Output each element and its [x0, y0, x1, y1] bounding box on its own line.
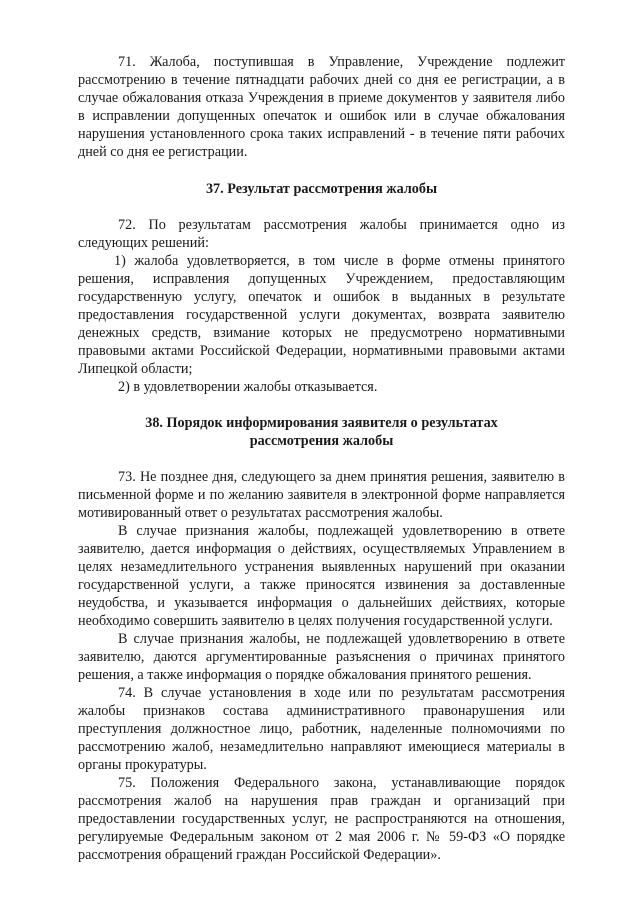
paragraph-73: 73. Не позднее дня, следующего за днем принятия решения, заявителю в письменной форме и по желанию заявителя в электронной форме направляется мотивированный ответ о результатах рассмотрения жалобы. — [78, 469, 565, 521]
paragraph-75: 75. Положения Федерального закона, устанавливающие порядок рассмотрения жалоб на нарушения прав граждан и организаций при предоставлении государственных услуг, не распространяются на отношения, регулируемые Федеральным законом от 2 мая 2006 г. № 59-ФЗ «О порядке рассмотрения обращений граждан Российской Федерации». — [78, 775, 565, 863]
spacer — [78, 161, 565, 180]
paragraph-71: 71. Жалоба, поступившая в Управление, Учреждение подлежит рассмотрению в течение пятнадцати рабочих дней со дня ее регистрации, а в случае обжалования отказа Учреждения в приеме документов у заявителя либо в исправлении допущенных опечаток и ошибок или в случае обжалования нарушения установленного срока таких исправлений - в течение пяти рабочих дней со дня ее регистрации. — [78, 54, 565, 160]
spacer — [78, 198, 565, 216]
spacer — [78, 396, 565, 414]
paragraph-72: 72. По результатам рассмотрения жалобы принимается одно из следующих решений: — [78, 217, 565, 251]
section-heading-38: 38. Порядок информирования заявителя о результатах рассмотрения жалобы — [145, 415, 498, 449]
paragraph-72-item-2: 2) в удовлетворении жалобы отказывается. — [118, 379, 378, 395]
paragraph-73-b: В случае признания жалобы, подлежащей удовлетворению в ответе заявителю, дается информация о действиях, осуществляемых Управлением в целях незамедлительного устранения выявленных нарушений при оказании государственной услуги, а также приносятся извинения за доставленные неудобства, и указывается информация о дальнейших действиях, которые необходимо совершить заявителю в целях получения государственной услуги. — [78, 523, 565, 629]
section-heading-37: 37. Результат рассмотрения жалобы — [205, 181, 438, 197]
paragraph-72-item-1: 1) жалоба удовлетворяется, в том числе в форме отмены принятого решения, исправления допущенных Учреждением, предоставляющим государственную услугу, опечаток и ошибок в выданных в результате предоставления государственной услуги документах, возврата заявителю денежных средств, взимание которых не предусмотрено нормативными правовыми актами Российской Федерации, нормативными правовыми актами Липецкой области; — [78, 253, 565, 377]
paragraph-74: 74. В случае установления в ходе или по результатам рассмотрения жалобы признаков состава административного правонарушения или преступления должностное лицо, работник, наделенные полномочиями по рассмотрению жалоб, незамедлительно направляют имеющиеся материалы в органы прокуратуры. — [78, 685, 565, 773]
document-page — [78, 53, 565, 864]
spacer — [78, 450, 565, 468]
paragraph-73-c: В случае признания жалобы, не подлежащей удовлетворению в ответе заявителю, даются аргументированные разъяснения о причинах принятого решения, а также информация о порядке обжалования принятого решения. — [78, 631, 565, 683]
